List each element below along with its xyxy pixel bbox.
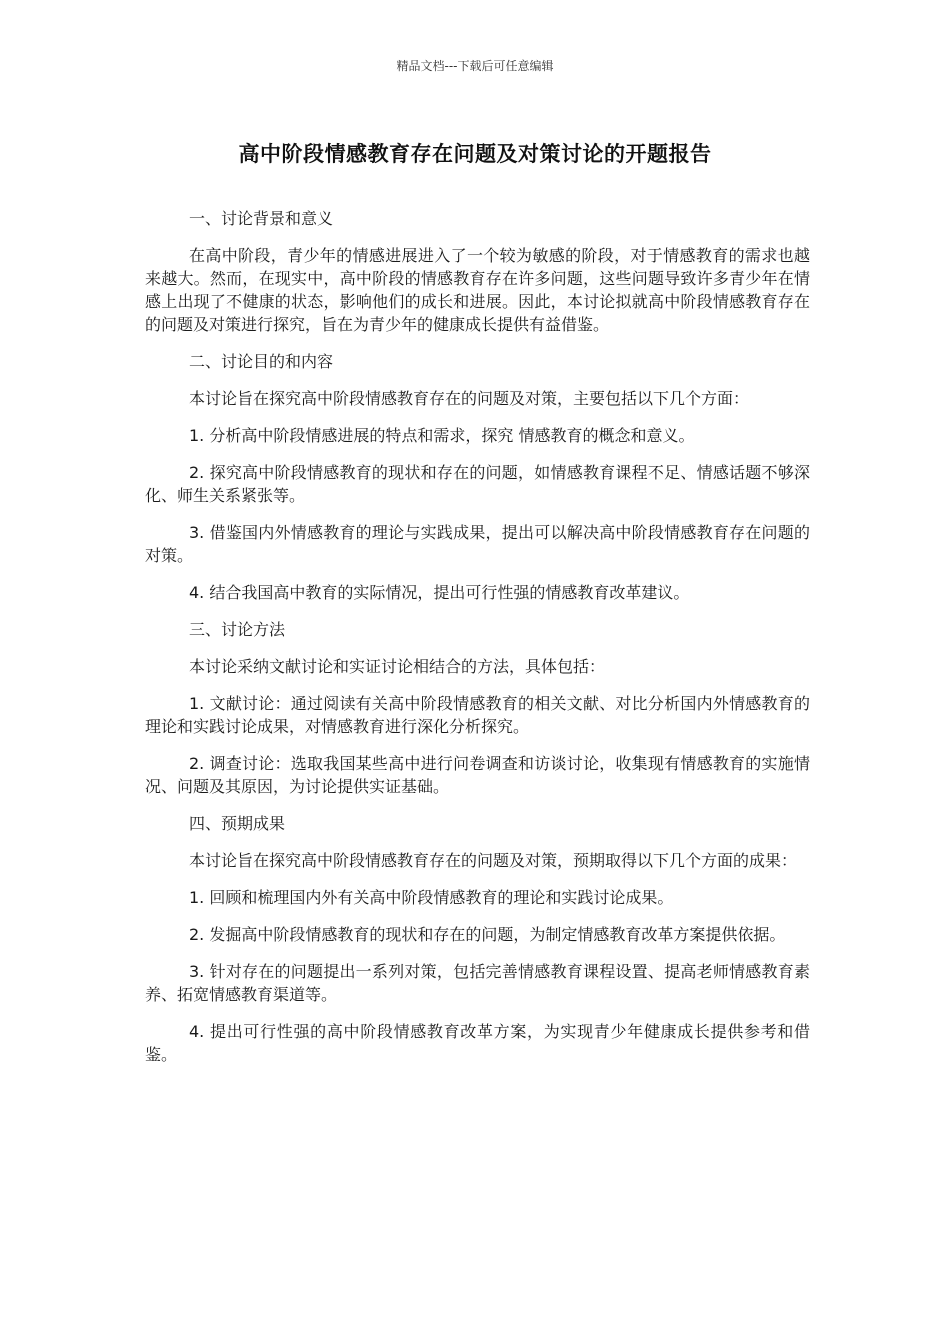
page-title: 高中阶段情感教育存在问题及对策讨论的开题报告 [238,142,712,166]
list-item: 1. 分析高中阶段情感进展的特点和需求，探究 情感教育的概念和意义。 [189,426,695,445]
list-item: 2. 发掘高中阶段情感教育的现状和存在的问题，为制定情感教育改革方案提供依据。 [189,925,786,944]
paragraph: 在高中阶段，青少年的情感进展进入了一个较为敏感的阶段，对于情感教育的需求也越来越大。然而，在现实中，高中阶段的情感教育存在许多问题，这些问题导致许多青少年在情感上出现了不健康的状态，影响他们的成长和进展。因此，本讨论拟就高中阶段情感教育存在的问题及对策进行探究，旨在为青少年的健康成长提供有益借鉴。 [145,246,810,334]
list-item: 3. 针对存在的问题提出一系列对策，包括完善情感教育课程设置、提高老师情感教育素养、拓宽情感教育渠道等。 [145,962,810,1004]
list-item: 1. 回顾和梳理国内外有关高中阶段情感教育的理论和实践讨论成果。 [189,888,674,907]
list-item: 4. 结合我国高中教育的实际情况，提出可行性强的情感教育改革建议。 [189,583,690,602]
list-item: 2. 调查讨论：选取我国某些高中进行问卷调查和访谈讨论，收集现有情感教育的实施情况、问题及其原因，为讨论提供实证基础。 [145,754,810,796]
document-body [145,207,810,1080]
list-item: 4. 提出可行性强的高中阶段情感教育改革方案，为实现青少年健康成长提供参考和借鉴。 [145,1022,810,1064]
list-item: 1. 文献讨论：通过阅读有关高中阶段情感教育的相关文献、对比分析国内外情感教育的理论和实践讨论成果，对情感教育进行深化分析探究。 [145,694,810,736]
section-heading: 二、讨论目的和内容 [189,352,334,371]
section-heading: 三、讨论方法 [189,620,286,639]
section-heading: 四、预期成果 [189,814,286,833]
list-item: 2. 探究高中阶段情感教育的现状和存在的问题，如情感教育课程不足、情感话题不够深化、师生关系紧张等。 [145,463,810,505]
section-heading: 一、讨论背景和意义 [189,209,334,228]
paragraph: 本讨论采纳文献讨论和实证讨论相结合的方法，具体包括： [189,657,606,676]
paragraph: 本讨论旨在探究高中阶段情感教育存在的问题及对策，主要包括以下几个方面： [189,389,750,408]
list-item: 3. 借鉴国内外情感教育的理论与实践成果，提出可以解决高中阶段情感教育存在问题的对策。 [145,523,810,565]
paragraph: 本讨论旨在探究高中阶段情感教育存在的问题及对策，预期取得以下几个方面的成果： [189,851,798,870]
header-note: 精品文档---下载后可任意编辑 [396,59,554,73]
